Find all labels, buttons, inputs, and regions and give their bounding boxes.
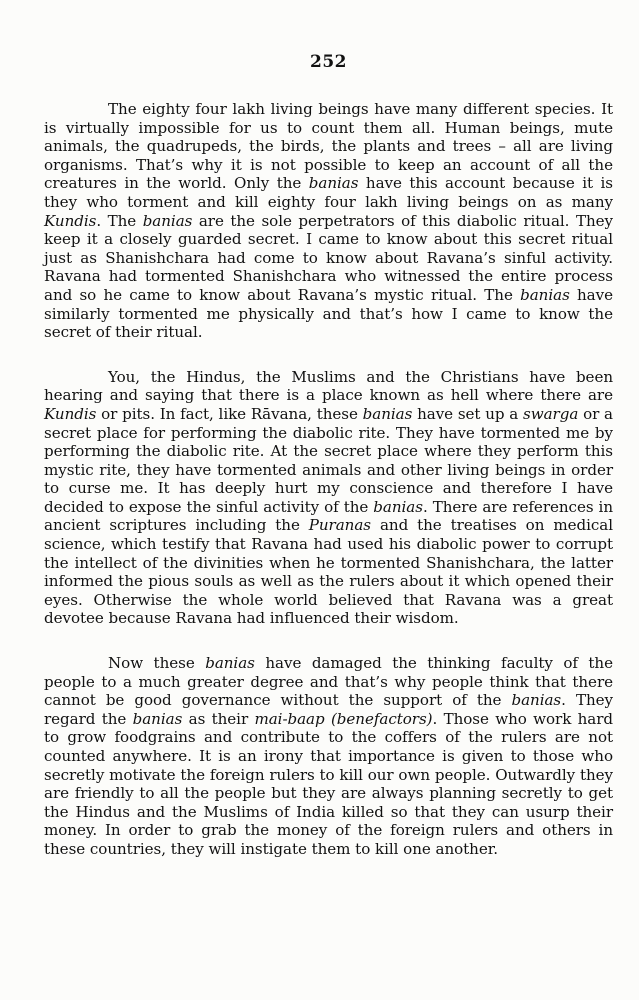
italic-term: banias (132, 709, 183, 728)
italic-term: Kundis (44, 211, 97, 230)
text-run: have similarly tormented me physically and that’s how I came to know the secret of their ritual. (44, 285, 613, 342)
text-run: . The (96, 211, 143, 230)
italic-term: mai-baap (benefactors) (254, 709, 433, 728)
italic-term: banias (511, 691, 562, 710)
text-run: The eighty four lakh living beings have many different species. It is virtually impossible for us to count them all. Human beings, mute animals, the quadrupeds, the birds, the plants and trees – all are living organisms. That’s why it is not possible to keep an account of all the creatures in the world. Only the (44, 100, 613, 193)
text-run: or a secret place for performing the diabolic rite. They have tormented me by performing the diabolic rite. At the secret place where they perform this mystic rite, they have tormented animals and other living beings in order to curse me. It has deeply hurt my conscience and therefore I have decided to expose the sinful activity of the (44, 404, 614, 516)
text-run: Now these (108, 654, 206, 673)
text-run: You, the Hindus, the Muslims and the Christians have been hearing and saying that there is a place known as hell where there are (44, 367, 613, 405)
text-run: or pits. In fact, like Rāvana, these (96, 404, 363, 423)
italic-term: banias (373, 497, 423, 516)
text-run: have set up a (412, 404, 524, 423)
text-run: have damaged the thinking faculty of the people to a much greater degree and that’s why people think that there cannot be good governance without the support of the (44, 654, 613, 710)
page-body (44, 100, 613, 859)
italic-term: banias (205, 654, 255, 673)
page-number: 252 (310, 52, 347, 72)
italic-term: banias (142, 211, 193, 230)
text-run: have this account because it is they who torment and kill eighty four lakh living beings on as many (44, 174, 613, 211)
italic-term: Puranas (308, 516, 371, 535)
italic-term: banias (308, 174, 359, 193)
text-run: as their (182, 709, 255, 728)
paragraph-1 (44, 100, 613, 342)
text-run: and the treatises on medical science, which testify that Ravana had used his diabolic power to corrupt the intellect of the divinities when he tormented Shanishchara, the latter informed the pious souls as well as the rulers about it which opened their eyes. Otherwise the whole world believed that Ravana was a great devotee because Ravana had influenced their wisdom. (44, 516, 613, 628)
italic-term: banias (362, 404, 413, 423)
paragraph-2 (44, 368, 613, 628)
text-run: are the sole perpetrators of this diabolic ritual. They keep it a closely guarded secret. I came to know about this secret ritual just as Shanishchara had come to know about Ravana’s sinful activity. Ravana had tormented Shanishchara who witnessed the entire process and so he came to know about Ravana’s mystic ritual. The (44, 211, 613, 304)
text-run: . They regard the (44, 691, 613, 728)
italic-term: Kundis (44, 404, 97, 423)
text-run: . There are references in ancient scriptures including the (44, 497, 613, 535)
paragraph-3 (44, 654, 613, 859)
italic-term: swarga (523, 404, 579, 423)
text-run: . Those who work hard to grow foodgrains and contribute to the coffers of the rulers are not counted anywhere. It is an irony that importance is given to those who secretly motivate the foreign rulers to kill our own people. Outwardly they are friendly to all the people but they are always planning secretly to get the Hindus and the Muslims of India killed so that they can usurp their money. In order to grab the money of the foreign rulers and others in these countries, they will instigate them to kill one another. (44, 709, 614, 858)
italic-term: banias (520, 285, 570, 304)
